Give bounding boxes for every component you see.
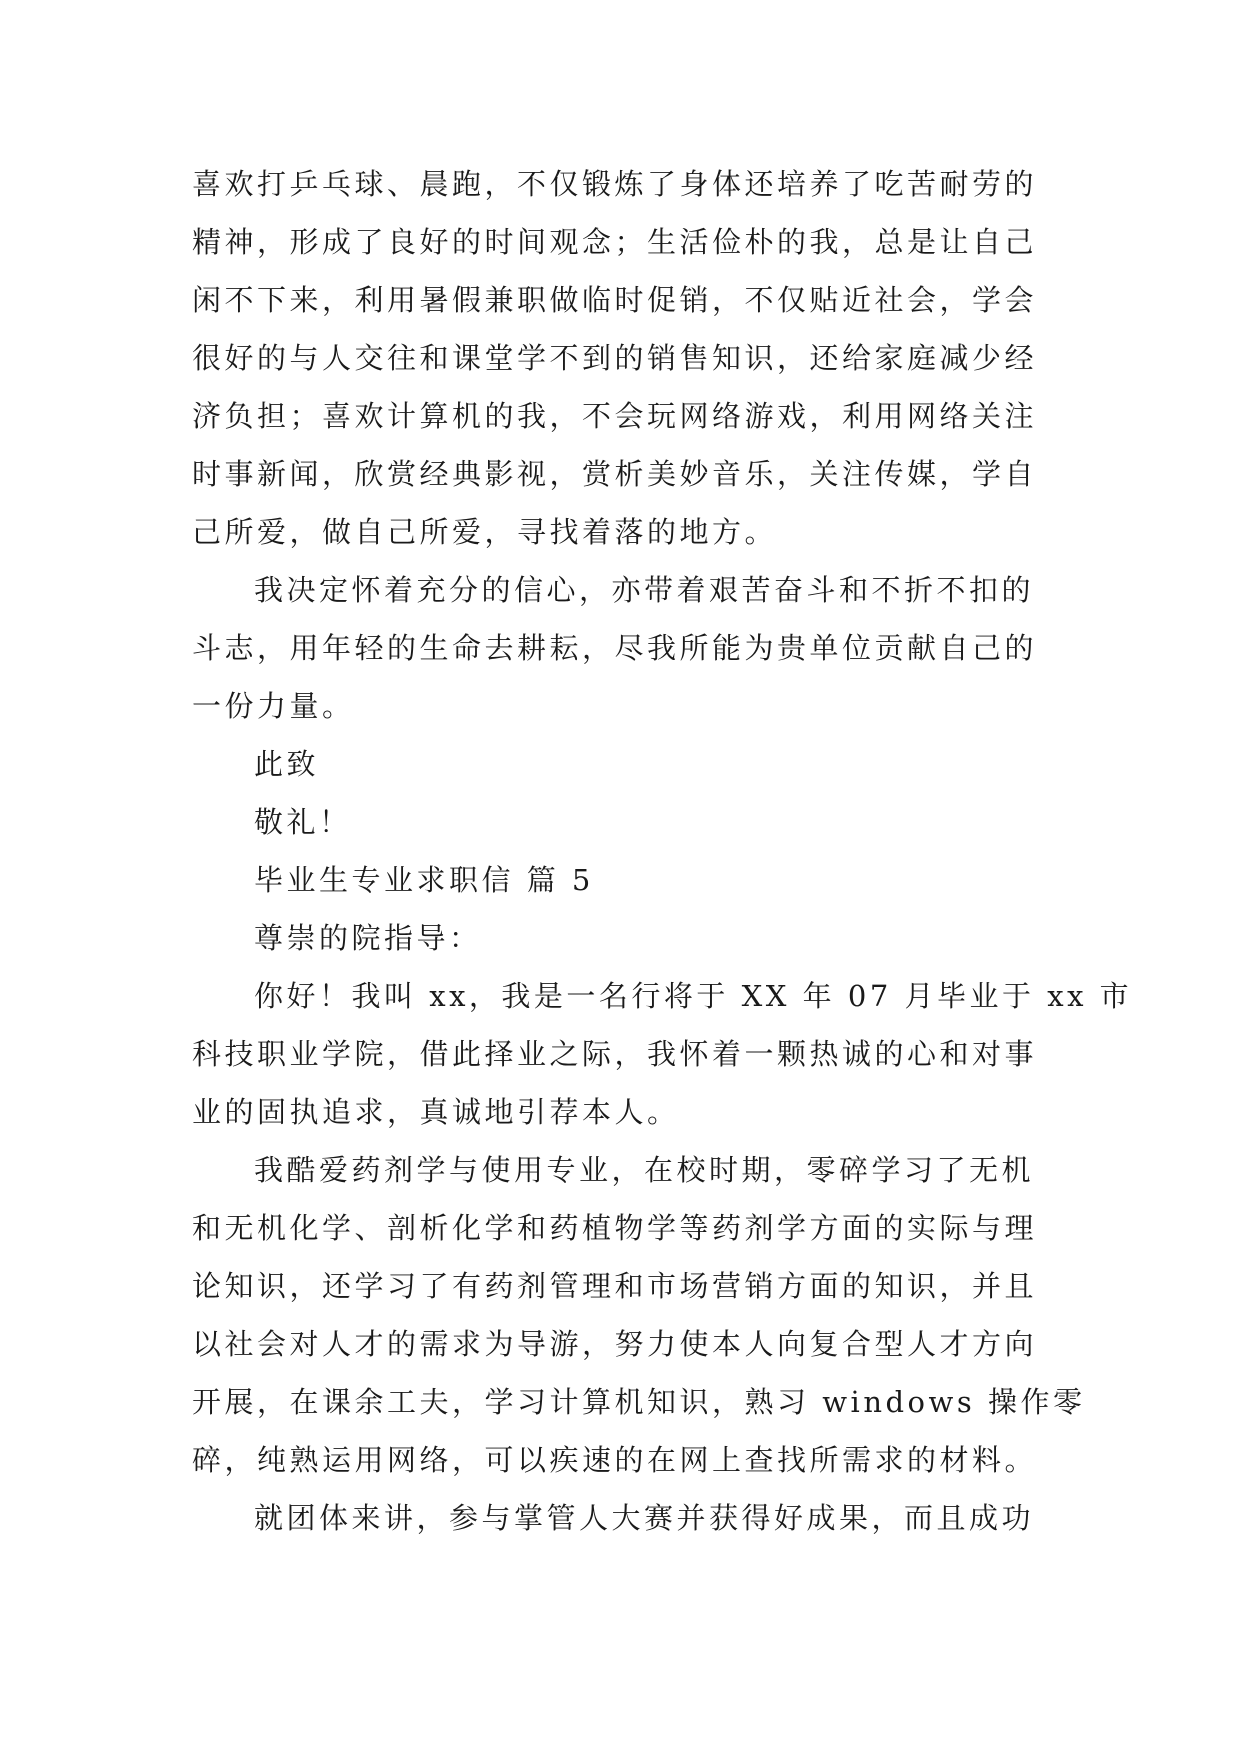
document-body [192,155,1133,1547]
paragraph-start-line: 就团体来讲，参与掌管人大赛并获得好成果，而且成功 [254,1501,1035,1535]
text-line: 斗志，用年轻的生命去耕耘，尽我所能为贵单位贡献自己的 [192,631,1038,665]
closing-regards: 敬礼！ [254,805,352,839]
text-line: 喜欢打乒乓球、晨跑，不仅锻炼了身体还培养了吃苦耐劳的 [192,167,1038,201]
text-line: 济负担；喜欢计算机的我，不会玩网络游戏，利用网络关注 [192,399,1038,433]
paragraph-start-line: 我酷爱药剂学与使用专业，在校时期，零碎学习了无机 [254,1153,1035,1187]
text-line: 碎，纯熟运用网络，可以疾速的在网上查找所需求的材料。 [192,1443,1038,1477]
text-line: 时事新闻，欣赏经典影视，赏析美妙音乐，关注传媒，学自 [192,457,1038,491]
paragraph-start-line: 你好！我叫 xx，我是一名行将于 XX 年 07 月毕业于 xx 市 [254,979,1133,1013]
text-line: 一份力量。 [192,689,355,723]
section-heading: 毕业生专业求职信 篇 5 [254,863,594,897]
text-line: 以社会对人才的需求为导游，努力使本人向复合型人才方向 [192,1327,1038,1361]
text-line: 己所爱，做自己所爱，寻找着落的地方。 [192,515,778,549]
text-line: 很好的与人交往和课堂学不到的销售知识，还给家庭减少经 [192,341,1038,375]
text-line: 开展，在课余工夫，学习计算机知识，熟习 windows 操作零 [192,1385,1086,1419]
text-line: 业的固执追求，真诚地引荐本人。 [192,1095,680,1129]
text-line: 闲不下来，利用暑假兼职做临时促销，不仅贴近社会，学会 [192,283,1038,317]
closing-salutation: 此致 [254,747,320,781]
letter-greeting: 尊崇的院指导： [254,921,482,955]
text-line: 科技职业学院，借此择业之际，我怀着一颗热诚的心和对事 [192,1037,1038,1071]
text-line: 精神，形成了良好的时间观念；生活俭朴的我，总是让自己 [192,225,1038,259]
text-line: 论知识，还学习了有药剂管理和市场营销方面的知识，并且 [192,1269,1038,1303]
paragraph-start-line: 我决定怀着充分的信心，亦带着艰苦奋斗和不折不扣的 [254,573,1035,607]
text-line: 和无机化学、剖析化学和药植物学等药剂学方面的实际与理 [192,1211,1038,1245]
